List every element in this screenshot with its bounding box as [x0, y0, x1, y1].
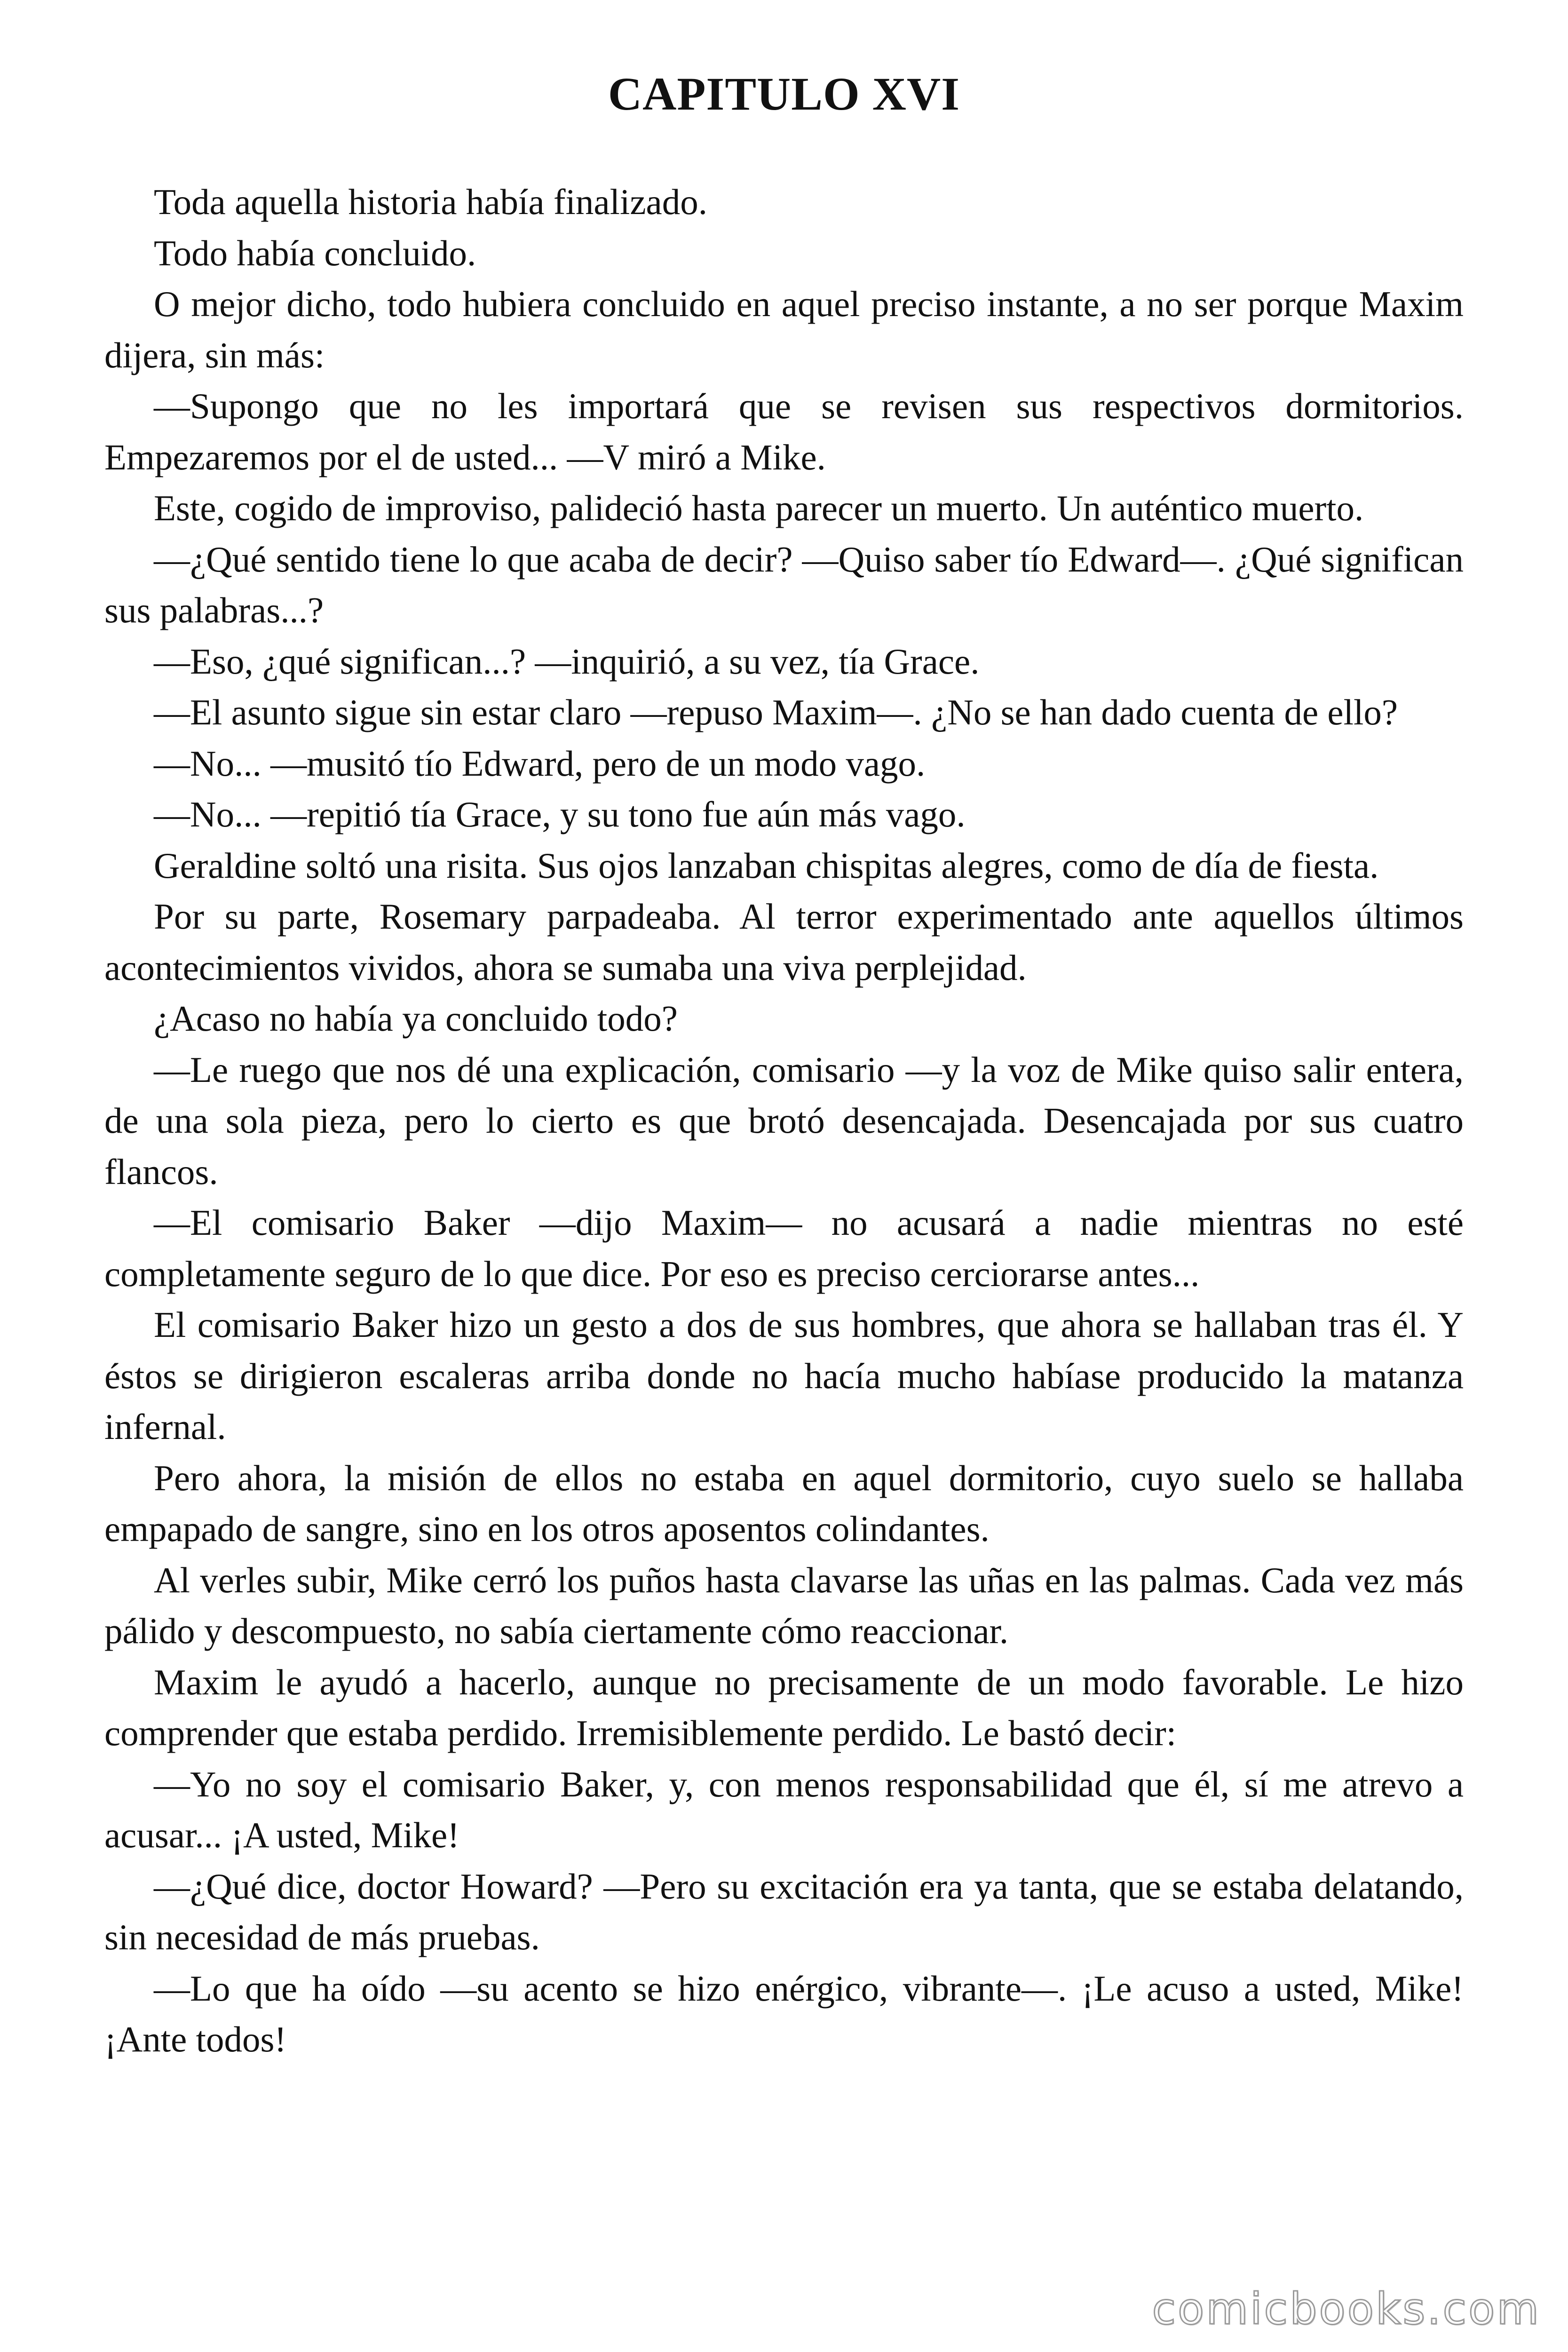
paragraph: Geraldine soltó una risita. Sus ojos lanzaban chispitas alegres, como de día de fiesta.: [154, 845, 1379, 886]
paragraph: Toda aquella historia había finalizado.: [154, 182, 707, 222]
paragraph: Este, cogido de improviso, palideció hasta parecer un muerto. Un auténtico muerto.: [154, 488, 1364, 528]
paragraph: —No... —musitó tío Edward, pero de un modo vago.: [154, 743, 926, 784]
paragraph: Maxim le ayudó a hacerlo, aunque no precisamente de un modo favorable. Le hizo comprender que estaba perdido. Irremisiblemente perdido. Le bastó decir:: [104, 1661, 1464, 1753]
paragraph: Pero ahora, la misión de ellos no estaba en aquel dormitorio, cuyo suelo se hallaba empapado de sangre, sino en los otros aposentos colindantes.: [104, 1457, 1464, 1549]
paragraph: —Supongo que no les importará que se revisen sus respectivos dormitorios. Empezaremos por el de usted... —V miró a Mike.: [104, 386, 1464, 477]
paragraph: —El asunto sigue sin estar claro —repuso Maxim—. ¿No se han dado cuenta de ello?: [154, 692, 1398, 732]
paragraph: Todo había concluido.: [154, 232, 476, 273]
paragraph: Por su parte, Rosemary parpadeaba. Al terror experimentado ante aquellos últimos acontecimientos vividos, ahora se sumaba una viva perplejidad.: [104, 896, 1464, 988]
paragraph: —¿Qué sentido tiene lo que acaba de decir? —Quiso saber tío Edward—. ¿Qué significan sus palabras...?: [104, 539, 1464, 630]
book-page: [104, 0, 1464, 2352]
paragraph: —Lo que ha oído —su acento se hizo enérgico, vibrante—. ¡Le acuso a usted, Mike! ¡Ante todos!: [104, 1968, 1464, 2059]
paragraph: —¿Qué dice, doctor Howard? —Pero su excitación era ya tanta, que se estaba delatando, sin necesidad de más pruebas.: [104, 1866, 1464, 1957]
chapter-body: [104, 176, 1464, 2065]
paragraph: ¿Acaso no había ya concluido todo?: [154, 998, 678, 1039]
paragraph: —Eso, ¿qué significan...? —inquirió, a su vez, tía Grace.: [154, 641, 980, 682]
paragraph: —Le ruego que nos dé una explicación, comisario —y la voz de Mike quiso salir entera, de una sola pieza, pero lo cierto es que brotó desencajada. Desencajada por sus cuatro flancos.: [104, 1049, 1464, 1192]
paragraph: —No... —repitió tía Grace, y su tono fue aún más vago.: [154, 794, 966, 834]
paragraph: —Yo no soy el comisario Baker, y, con menos responsabilidad que él, sí me atrevo a acusar... ¡A usted, Mike!: [104, 1764, 1464, 1855]
paragraph: —El comisario Baker —dijo Maxim— no acusará a nadie mientras no esté completamente seguro de lo que dice. Por eso es preciso cerciorarse antes...: [104, 1202, 1464, 1294]
watermark: comicbooks.com: [1152, 2284, 1541, 2334]
paragraph: O mejor dicho, todo hubiera concluido en aquel preciso instante, a no ser porque Maxim dijera, sin más:: [104, 284, 1464, 375]
chapter-title: CAPITULO XVI: [608, 68, 960, 120]
paragraph: Al verles subir, Mike cerró los puños hasta clavarse las uñas en las palmas. Cada vez más pálido y descompuesto, no sabía ciertamente cómo reaccionar.: [104, 1559, 1464, 1651]
paragraph: El comisario Baker hizo un gesto a dos de sus hombres, que ahora se hallaban tras él. Y éstos se dirigieron escaleras arriba donde no hacía mucho habíase producido la matanza infernal.: [104, 1304, 1464, 1447]
